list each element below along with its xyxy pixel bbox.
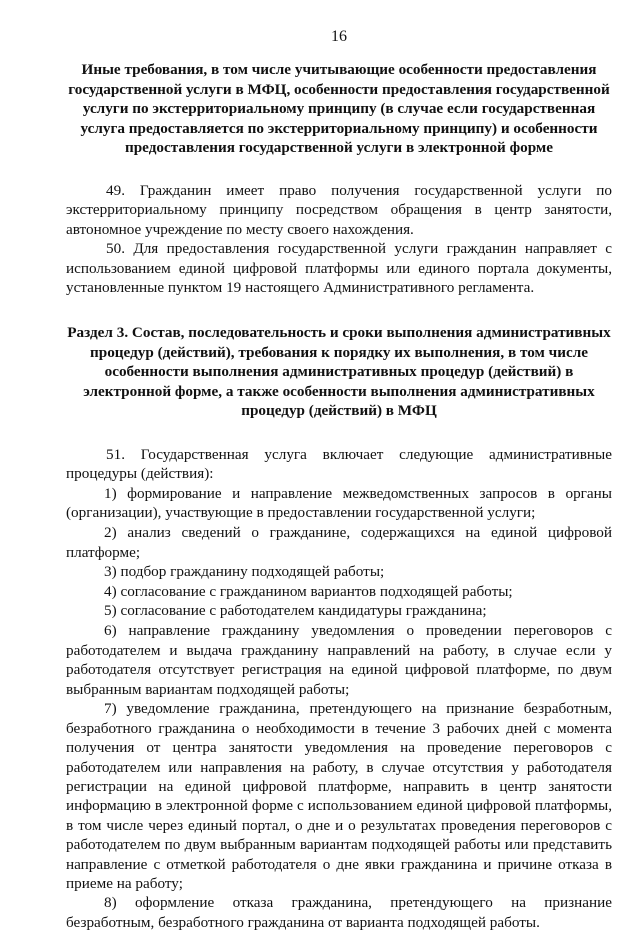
list-item-7: 7) уведомление гражданина, претендующего на признание безработным, безработного гражданина о необходимости в течение 3 рабочих дней с момента получения от центра занятости уведомления на проведение переговоров с работодателем или направления на работу, в случае отсутствия у работодателя регистрации на единой цифровой платформе, направить в центр занятости информацию в электронной форме с использованием единой цифровой платформы, в том числе через единый портал, о дне и о результатах проведения переговоров с работодателем по двум выбранным вариантам подходящей работы или представить направление с отметкой работодателя о дне явки гражданина и причине отказа в приеме на работу; <box>66 700 612 892</box>
list-item-4: 4) согласование с гражданином вариантов подходящей работы; <box>104 582 513 600</box>
paragraph-51: 51. Государственная услуга включает следующие административные процедуры (действия): <box>66 445 612 483</box>
list-item-6: 6) направление гражданину уведомления о проведении переговоров с работодателем и выдача гражданину направлений на работу, в случае если у работодателя отсутствует регистрация на единой цифровой платформе, по двум выбранным вариантам подходящей работы; <box>66 621 612 698</box>
list-item-1: 1) формирование и направление межведомственных запросов в органы (организации), участвующие в предоставлении государственной услуги; <box>66 484 612 522</box>
list-item-5: 5) согласование с работодателем кандидатуры гражданина; <box>104 602 487 620</box>
list-item-2: 2) анализ сведений о гражданине, содержащихся на единой цифровой платформе; <box>66 523 612 561</box>
list-item-8: 8) оформление отказа гражданина, претендующего на признание безработным, безработного гражданина от варианта подходящей работы. <box>66 894 612 931</box>
section-heading-section-3: Раздел 3. Состав, последовательность и сроки выполнения административных процедур (действий), требования к порядку их выполнения, в том числе особенности выполнения административных процедур (действий) в электронной форме, а также особенности выполнения административных процедур (действий) в МФЦ <box>67 324 611 420</box>
page-number: 16 <box>331 28 347 45</box>
section-heading-other-requirements: Иные требования, в том числе учитывающие особенности предоставления государственной услуги в МФЦ, особенности предоставления государственной услуги по экстерриториальному принципу (в случае если государственная услуга предоставляется по экстерриториальному принципу) и особенности предоставления государственной услуги в электронной форме <box>68 61 610 156</box>
paragraph-50: 50. Для предоставления государственной услуги гражданин направляет с использованием единой цифровой платформы или единого портала документы, установленные пунктом 19 настоящего Административного регламента. <box>66 240 612 297</box>
list-item-3: 3) подбор гражданину подходящей работы; <box>104 563 385 581</box>
paragraph-49: 49. Гражданин имеет право получения государственной услуги по экстерриториальному принципу посредством обращения в центр занятости, автономное учреждение по месту своего нахождения. <box>66 181 612 238</box>
document-page <box>66 28 612 933</box>
